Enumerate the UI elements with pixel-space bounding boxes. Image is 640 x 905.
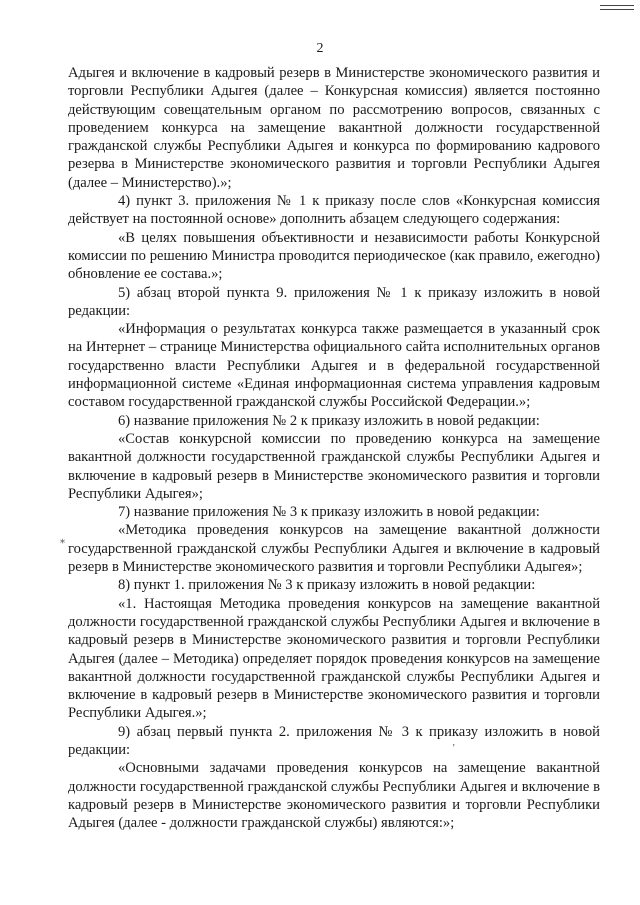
page-number: 2 bbox=[316, 41, 324, 56]
paragraph: «Информация о результатах конкурса также размещается в указанный срок на Интернет – странице Министерства официального сайта исполнительных органов государственно власти Республики Адыгея и в федеральной государственной информационной системе «Единая информационная система управления кадровым составом государственной гражданской службы Российской Федерации.»; bbox=[68, 321, 600, 411]
paragraph: 7) название приложения № 3 к приказу изложить в новой редакции: bbox=[118, 504, 540, 521]
paragraph: «Методика проведения конкурсов на замещение вакантной должности государственной гражданской службы Республики Адыгея и включение в кадровый резерв в Министерстве экономического развития и торговли Республики Адыгея»; bbox=[68, 522, 600, 576]
paragraph: 4) пункт 3. приложения № 1 к приказу после слов «Конкурсная комиссия действует на постоянной основе» дополнить абзацем следующего содержания: bbox=[68, 193, 600, 228]
paragraph: «В целях повышения объективности и независимости работы Конкурсной комиссии по решению Министра проводится периодическое (как правило, ежегодно) обновление ее состава.»; bbox=[68, 229, 600, 283]
scan-speck: ’ bbox=[452, 743, 456, 754]
paragraph: «Основными задачами проведения конкурсов на замещение вакантной должности государственной гражданской службы Республики Адыгея и включение в кадровый резерв в Министерстве экономического развития и торговли Республики Адыгея (далее - должности гражданской службы) являются:»; bbox=[68, 760, 600, 832]
paragraph: «1. Настоящая Методика проведения конкурсов на замещение вакантной должности государственной гражданской службы Республики Адыгея и включение в кадровый резерв в Министерстве экономического развития и торговли Республики Адыгея (далее – Методика) определяет порядок проведения конкурсов на замещение вакантной должности государственной гражданской службы Республики Адыгея и включение в кадровый резерв в Министерстве экономического развития и торговли Республики Адыгея.»; bbox=[68, 595, 600, 722]
paragraph: «Состав конкурсной комиссии по проведению конкурса на замещение вакантной должности государственной гражданской службы Республики Адыгея и включение в кадровый резерв в Министерстве экономического развития и торговли Республики Адыгея»; bbox=[68, 430, 600, 502]
document-body bbox=[68, 64, 600, 832]
paragraph: 5) абзац второй пункта 9. приложения № 1 к приказу изложить в новой редакции: bbox=[68, 284, 600, 319]
paragraph: 8) пункт 1. приложения № 3 к приказу изложить в новой редакции: bbox=[118, 577, 536, 594]
scan-speck: ⁎ bbox=[60, 535, 65, 546]
paragraph: Адыгея и включение в кадровый резерв в Министерстве экономического развития и торговли Республики Адыгея (далее – Конкурсная комиссия) является постоянно действующим совещательным органом по рассмотрению вопросов, связанных с проведением конкурса на замещение вакантной должности государственной гражданской службы Республики Адыгея и конкурса по формированию кадрового резерва в Министерстве экономического развития и торговли Республики Адыгея (далее – Министерство).»; bbox=[68, 65, 600, 191]
paragraph: 9) абзац первый пункта 2. приложения № 3 к приказу изложить в новой редакции: bbox=[68, 723, 600, 758]
corner-scan-mark bbox=[600, 5, 634, 10]
paragraph: 6) название приложения № 2 к приказу изложить в новой редакции: bbox=[118, 412, 540, 429]
